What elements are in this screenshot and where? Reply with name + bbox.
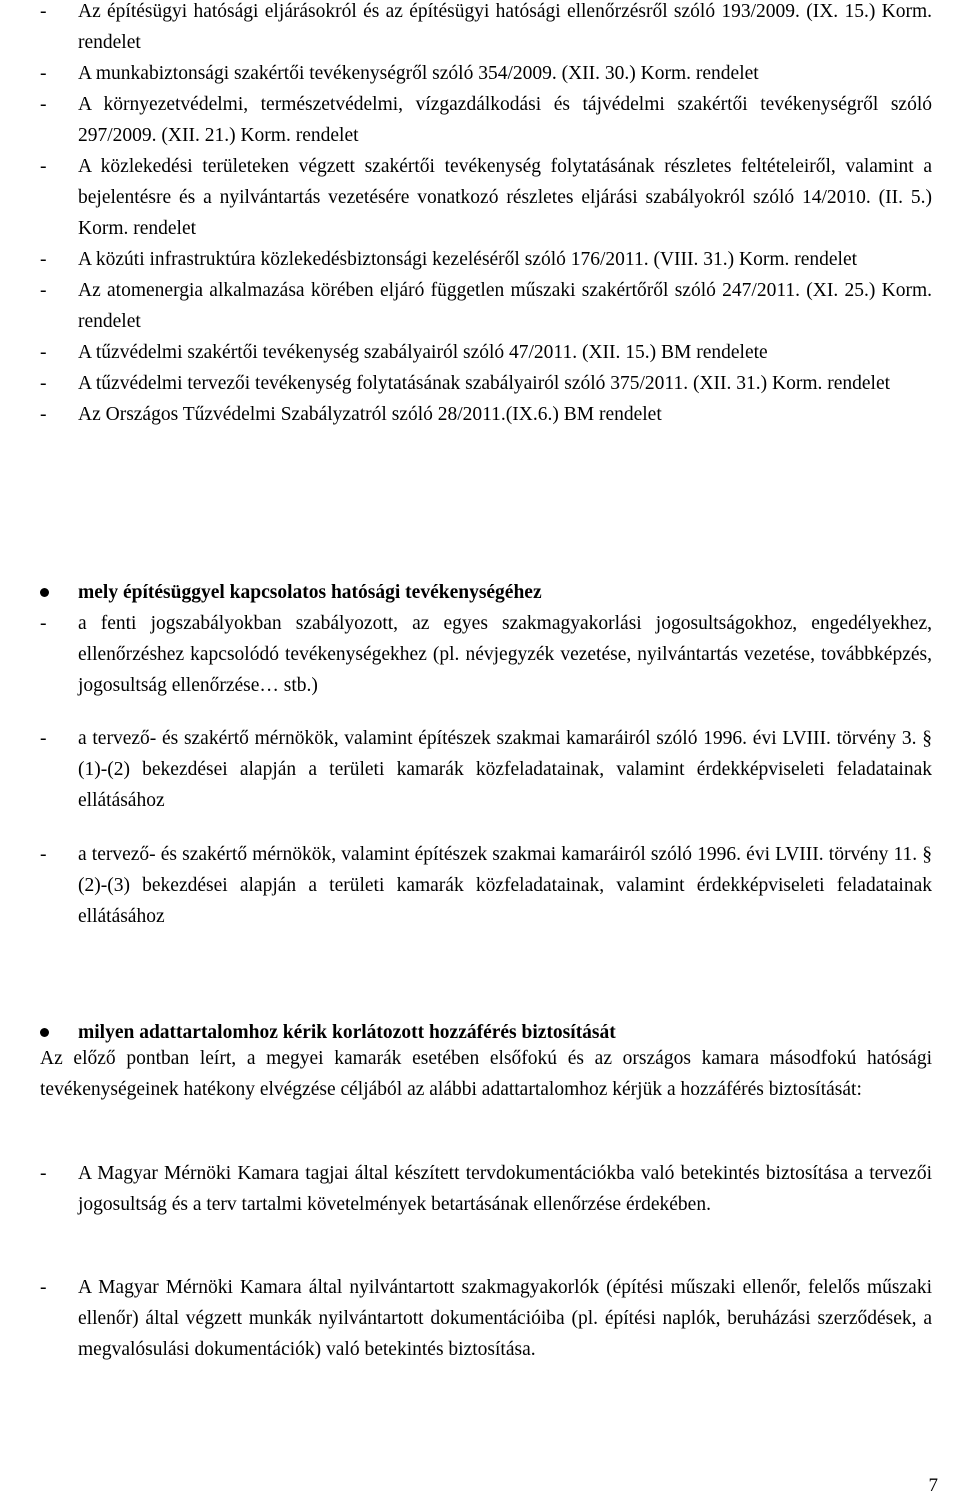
page-number: 7 <box>928 1475 938 1496</box>
list-item: - Az atomenergia alkalmazása körében eljáró független műszaki szakértőről szóló 247/2011. (XI. 25.) Korm. rendelet <box>40 280 932 332</box>
list-item: - A tűzvédelmi szakértői tevékenység szabályairól szóló 47/2011. (XII. 15.) BM rendelete <box>40 342 768 363</box>
section1-heading: mely építésüggyel kapcsolatos hatósági tevékenységéhez <box>0 577 960 608</box>
list-item-text: A környezetvédelmi, természetvédelmi, vízgazdálkodási és tájvédelmi szakértői tevékenységről szóló 297/2009. (XII. 21.) Korm. rendelet <box>78 94 932 146</box>
section2-item: - A Magyar Mérnöki Kamara tagjai által készített tervdokumentációkba való betekintés biztosítása a tervezői jogosultság és a terv tartalmi követelmények betartásának ellenőrzése érdekében. <box>40 1163 932 1215</box>
bullet-icon <box>40 588 49 597</box>
list-item-text: a fenti jogszabályokban szabályozott, az egyes szakmagyakorlási jogosultságokhoz, engedélyekhez, ellenőrzéshez kapcsolódó tevékenységekhez (pl. névjegyzék vezetése, nyilvántartás vezetése, továbbképzés, jogosultság ellenőrzése… stb.) <box>78 613 932 696</box>
bullet-icon <box>40 1028 49 1037</box>
list-item-text: A munkabiztonsági szakértői tevékenységről szóló 354/2009. (XII. 30.) Korm. rendelet <box>78 63 759 84</box>
list-item-text: A tűzvédelmi tervezői tevékenység folytatásának szabályairól szóló 375/2011. (XII. 31.) Korm. rendelet <box>78 373 891 394</box>
list-item: - Az Országos Tűzvédelmi Szabályzatról szóló 28/2011.(IX.6.) BM rendelet <box>40 404 662 425</box>
list-item: - A környezetvédelmi, természetvédelmi, vízgazdálkodási és tájvédelmi szakértői tevékenységről szóló 297/2009. (XII. 21.) Korm. rendelet <box>40 94 932 146</box>
list-item-text: A Magyar Mérnöki Kamara tagjai által készített tervdokumentációkba való betekintés biztosítása a tervezői jogosultság és a terv tartalmi követelmények betartásának ellenőrzése érdekében. <box>78 1163 932 1215</box>
section1-item: - a fenti jogszabályokban szabályozott, az egyes szakmagyakorlási jogosultságokhoz, engedélyekhez, ellenőrzéshez kapcsolódó tevékenységekhez (pl. névjegyzék vezetése, nyilvántartás vezetése, továbbképzés, jogosultság ellenőrzése… stb.) <box>40 613 932 696</box>
section2-item: - A Magyar Mérnöki Kamara által nyilvántartott szakmagyakorlók (építési műszaki ellenőr, felelős műszaki ellenőr) által végzett munkák nyilvántartott dokumentációiba (pl. építési naplók, beruházási szerződések, a megvalósulási dokumentációk) való betekintés biztosítása. <box>40 1277 932 1360</box>
list-item-text: a tervező- és szakértő mérnökök, valamint építészek szakmai kamaráiról szóló 1996. évi LVIII. törvény 3. § (1)-(2) bekezdései alapján a területi kamarák közfeladatainak, valamint érdekképviseleti feladatainak ellátásához <box>78 728 932 811</box>
list-item-text: A Magyar Mérnöki Kamara által nyilvántartott szakmagyakorlók (építési műszaki ellenőr, felelős műszaki ellenőr) által végzett munkák nyilvántartott dokumentációiba (pl. építési naplók, beruházási szerződések, a megvalósulási dokumentációk) való betekintés biztosítása. <box>78 1277 932 1360</box>
list-item-text: A közúti infrastruktúra közlekedésbiztonsági kezeléséről szóló 176/2011. (VIII. 31.) Korm. rendelet <box>78 249 858 270</box>
list-item-text: Az atomenergia alkalmazása körében eljáró független műszaki szakértőről szóló 247/2011. (XI. 25.) Korm. rendelet <box>78 280 932 332</box>
list-item: - A tűzvédelmi tervezői tevékenység folytatásának szabályairól szóló 375/2011. (XII. 31.) Korm. rendelet <box>40 373 891 394</box>
list-item: - A közlekedési területeken végzett szakértői tevékenység folytatásának részletes feltételeiről, valamint a bejelentésre és a nyilvántartás vezetésére vonatkozó részletes eljárási szabályokról szóló 14/2010. (II. 5.) Korm. rendelet <box>40 156 932 239</box>
regulation-list <box>0 0 960 430</box>
list-item: - Az építésügyi hatósági eljárásokról és az építésügyi hatósági ellenőrzésről szóló 193/2009. (IX. 15.) Korm. rendelet <box>40 1 932 53</box>
list-item-text: a tervező- és szakértő mérnökök, valamint építészek szakmai kamaráiról szóló 1996. évi LVIII. törvény 11. § (2)-(3) bekezdései alapján a területi kamarák közfeladatainak, valamint érdekképviseleti feladatainak ellátásához <box>78 844 932 927</box>
list-item-text: Az Országos Tűzvédelmi Szabályzatról szóló 28/2011.(IX.6.) BM rendelet <box>78 404 662 425</box>
section1-item: - a tervező- és szakértő mérnökök, valamint építészek szakmai kamaráiról szóló 1996. évi LVIII. törvény 11. § (2)-(3) bekezdései alapján a területi kamarák közfeladatainak, valamint érdekképviseleti feladatainak ellátásához <box>40 844 932 927</box>
section1-item: - a tervező- és szakértő mérnökök, valamint építészek szakmai kamaráiról szóló 1996. évi LVIII. törvény 3. § (1)-(2) bekezdései alapján a területi kamarák közfeladatainak, valamint érdekképviseleti feladatainak ellátásához <box>40 728 932 811</box>
list-item-text: A közlekedési területeken végzett szakértői tevékenység folytatásának részletes feltételeiről, valamint a bejelentésre és a nyilvántartás vezetésére vonatkozó részletes eljárási szabályokról szóló 14/2010. (II. 5.) Korm. rendelet <box>78 156 932 239</box>
list-item-text: Az építésügyi hatósági eljárásokról és az építésügyi hatósági ellenőrzésről szóló 193/2009. (IX. 15.) Korm. rendelet <box>78 1 932 53</box>
list-item: - A közúti infrastruktúra közlekedésbiztonsági kezeléséről szóló 176/2011. (VIII. 31.) Korm. rendelet <box>40 249 858 270</box>
section2-paragraph: Az előző pontban leírt, a megyei kamarák esetében elsőfokú és az országos kamara másodfokú hatósági tevékenységeinek hatékony elvégzése céljából az alábbi adattartalomhoz kérjük a hozzáférés biztosítását: <box>40 1048 932 1100</box>
section2-heading: milyen adattartalomhoz kérik korlátozott hozzáférés biztosítását <box>0 1017 960 1048</box>
list-item-text: A tűzvédelmi szakértői tevékenység szabályairól szóló 47/2011. (XII. 15.) BM rendelete <box>78 342 768 363</box>
list-item: - A munkabiztonsági szakértői tevékenységről szóló 354/2009. (XII. 30.) Korm. rendelet <box>40 63 759 84</box>
